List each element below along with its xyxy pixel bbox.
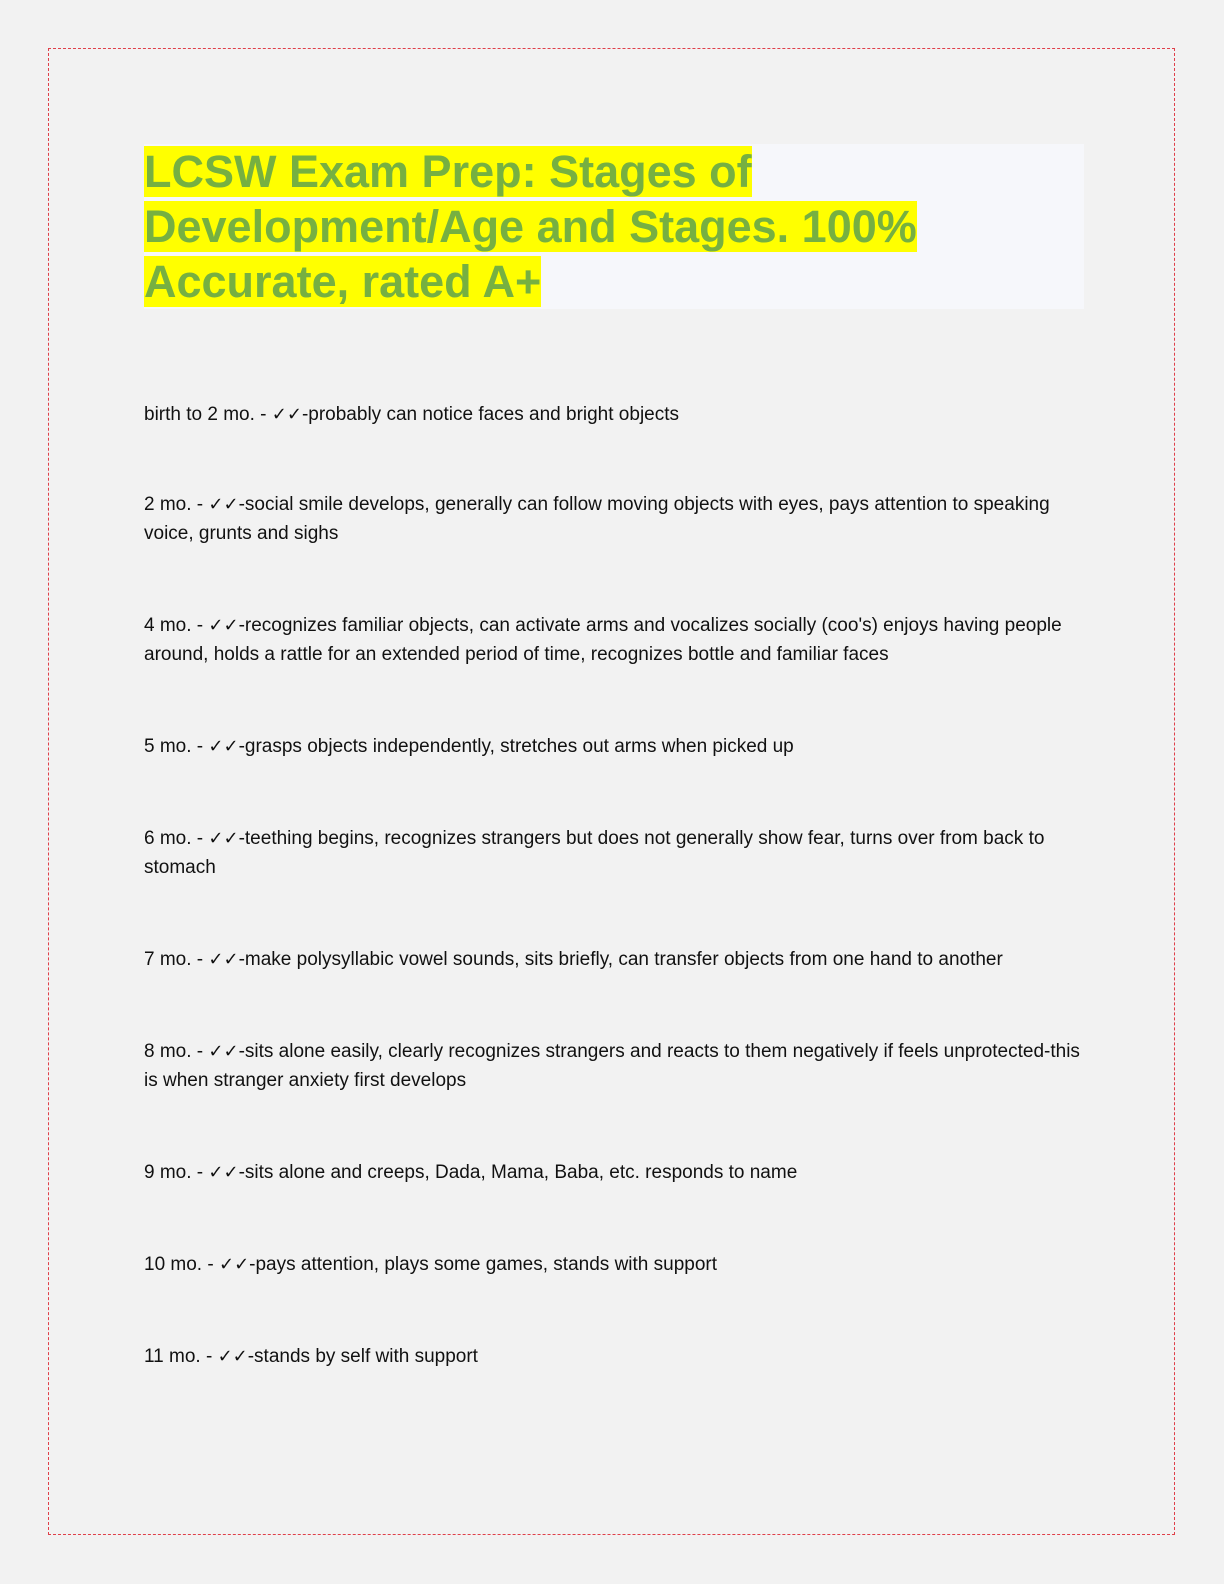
double-check-icon: ✓✓ <box>271 404 302 425</box>
entry-age: 5 mo. - <box>144 736 209 757</box>
title-block <box>144 144 1084 309</box>
document-title <box>144 144 1084 309</box>
entry-8-mo <box>144 1037 1084 1095</box>
entry-text: -grasps objects independently, stretches out arms when picked up <box>238 736 794 757</box>
entry-text: -probably can notice faces and bright objects <box>301 404 680 425</box>
title-line-3: Accurate, rated A+ <box>144 256 542 307</box>
double-check-icon: ✓✓ <box>208 736 239 757</box>
double-check-icon: ✓✓ <box>217 1346 248 1367</box>
title-line-1: LCSW Exam Prep: Stages of <box>144 146 752 197</box>
double-check-icon: ✓✓ <box>218 1254 250 1275</box>
entry-text: -make polysyllabic vowel sounds, sits briefly, can transfer objects from one hand to another <box>238 949 1003 970</box>
double-check-icon: ✓✓ <box>208 1162 239 1183</box>
entry-age: 8 mo. - <box>144 1041 209 1062</box>
entry-age: 7 mo. - <box>144 949 209 970</box>
entry-text: -pays attention, plays some games, stands with support <box>249 1254 718 1275</box>
entry-age: 4 mo. - <box>144 615 209 636</box>
entry-9-mo <box>144 1158 1084 1187</box>
entry-text: -recognizes familiar objects, can activate arms and vocalizes socially (coo's) enjoys having people around, holds a rattle for an extended period of time, recognizes bottle and familiar faces <box>144 615 1062 665</box>
entry-text: -sits alone and creeps, Dada, Mama, Baba, etc. responds to name <box>238 1162 798 1183</box>
entry-2-mo <box>144 490 1084 548</box>
double-check-icon: ✓✓ <box>208 615 239 636</box>
entry-age: 2 mo. - <box>144 494 209 515</box>
double-check-icon: ✓✓ <box>208 828 239 849</box>
entry-text: -teething begins, recognizes strangers but does not generally show fear, turns over from back to stomach <box>144 828 1045 878</box>
entry-birth-to-2-mo <box>144 400 1084 429</box>
entry-11-mo <box>144 1342 1084 1371</box>
entry-text: -stands by self with support <box>247 1346 478 1367</box>
title-line-2: Development/Age and Stages. 100% <box>144 201 917 252</box>
entry-4-mo <box>144 611 1084 669</box>
entry-text: -social smile develops, generally can follow moving objects with eyes, pays attention to speaking voice, grunts and sighs <box>144 494 1050 544</box>
entry-10-mo <box>144 1250 1084 1279</box>
entry-age: birth to 2 mo. - <box>144 404 272 425</box>
double-check-icon: ✓✓ <box>208 949 239 970</box>
entry-age: 11 mo. - <box>144 1346 218 1367</box>
entry-age: 9 mo. - <box>144 1162 209 1183</box>
entry-age: 10 mo. - <box>144 1254 219 1275</box>
entry-text: -sits alone easily, clearly recognizes strangers and reacts to them negatively if feels unprotected-this is when stranger anxiety first develops <box>144 1041 1080 1091</box>
entry-7-mo <box>144 945 1084 974</box>
entry-5-mo <box>144 732 1084 761</box>
entry-6-mo <box>144 824 1084 882</box>
double-check-icon: ✓✓ <box>208 494 239 515</box>
entry-age: 6 mo. - <box>144 828 209 849</box>
double-check-icon: ✓✓ <box>208 1041 239 1062</box>
